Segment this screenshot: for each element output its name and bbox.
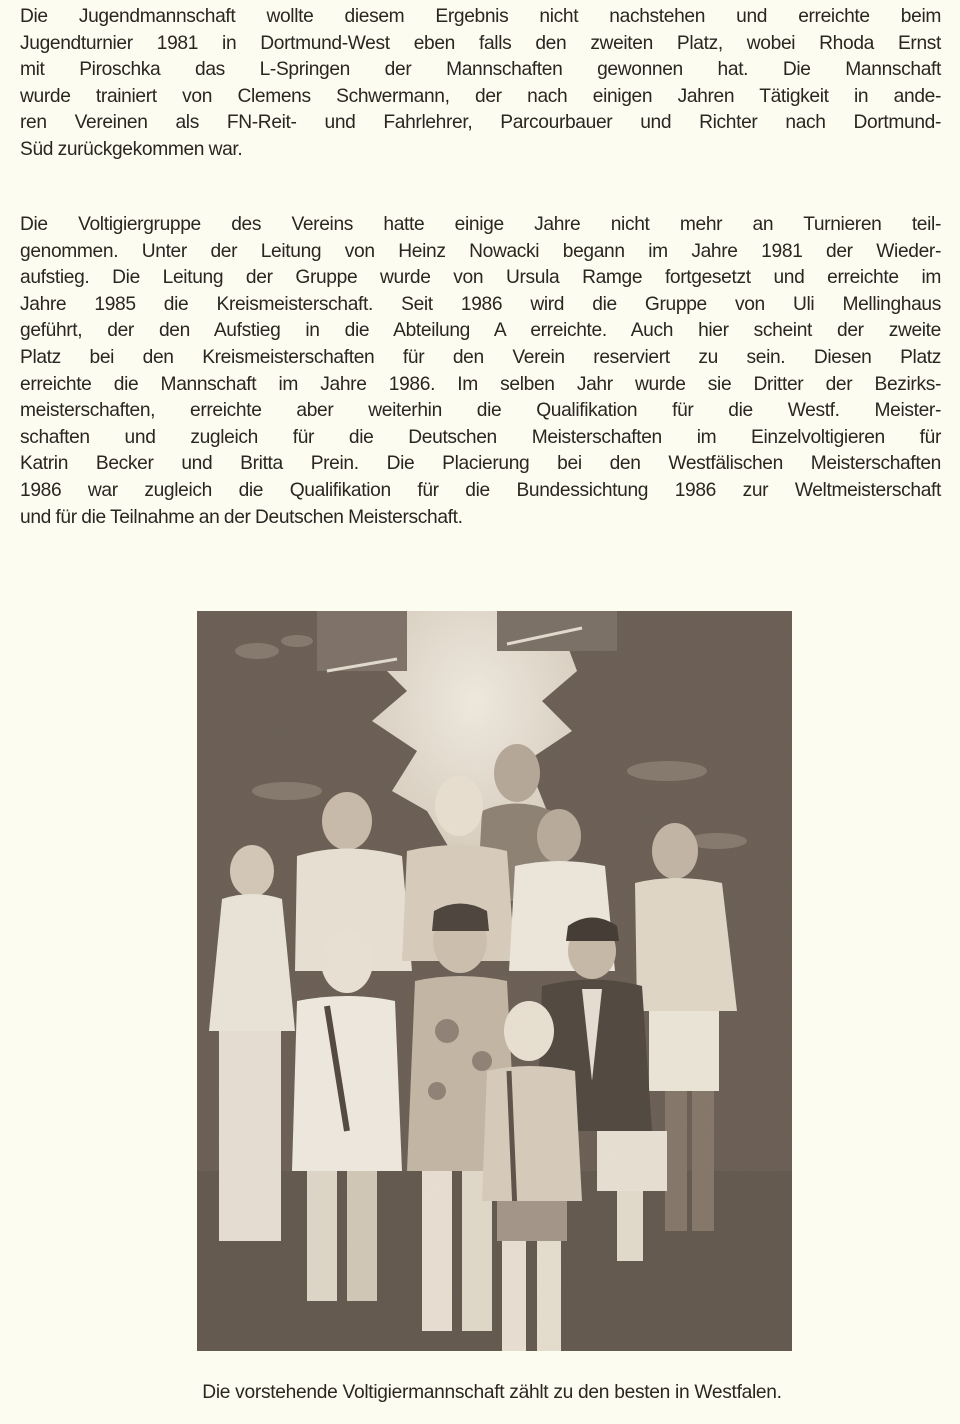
text-line: Die Jugendmannschaft wollte diesem Ergebnis nicht nachstehen und erreichte beim <box>20 6 941 27</box>
text-line: 1986 war zugleich die Qualifikation für die Bundessichtung 1986 zur Weltmeisterschaft <box>20 479 941 501</box>
text-line: geführt, der den Aufstieg in die Abteilung A erreichte. Auch hier scheint der zweite <box>20 320 941 342</box>
text-line: und für die Teilnahme an der Deutschen Meisterschaft. <box>20 506 463 528</box>
text-line: Süd zurückgekommen war. <box>20 138 243 160</box>
text-line: Katrin Becker und Britta Prein. Die Placierung bei den Westfälischen Meisterschaften <box>20 453 941 475</box>
photo-illustration <box>197 611 792 1351</box>
text-line: Platz bei den Kreismeisterschaften für den Verein reserviert zu sein. Diesen Platz <box>20 346 941 368</box>
paragraph-vaulting-group <box>20 212 941 531</box>
text-line: erreichte die Mannschaft im Jahre 1986. Im selben Jahr wurde sie Dritter der Bezirks- <box>20 373 941 395</box>
text-line: wurde trainiert von Clemens Schwermann, der nach einigen Jahren Tätigkeit in ande- <box>20 85 941 107</box>
text-line: genommen. Unter der Leitung von Heinz Nowacki begann im Jahre 1981 der Wieder- <box>20 240 941 262</box>
text-line: schaften und zugleich für die Deutschen Meisterschaften im Einzelvoltigieren für <box>20 426 941 448</box>
text-line: Die Voltigiergruppe des Vereins hatte einige Jahre nicht mehr an Turnieren teil- <box>20 214 941 235</box>
photo-caption: Die vorstehende Voltigiermannschaft zählt zu den besten in Westfalen. <box>202 1382 782 1403</box>
text-line: Jahre 1985 die Kreismeisterschaft. Seit 1986 wird die Gruppe von Uli Mellinghaus <box>20 293 941 315</box>
text-line: meisterschaften, erreichte aber weiterhin die Qualifikation für die Westf. Meister- <box>20 400 941 422</box>
paragraph-youth-team <box>20 4 941 164</box>
team-group-photo <box>197 611 792 1351</box>
text-line: aufstieg. Die Leitung der Gruppe wurde von Ursula Ramge fortgesetzt und erreichte im <box>20 267 941 289</box>
text-line: mit Piroschka das L-Springen der Mannschaften gewonnen hat. Die Mannschaft <box>20 59 941 81</box>
text-line: Jugendturnier 1981 in Dortmund-West eben falls den zweiten Platz, wobei Rhoda Ernst <box>20 32 941 54</box>
text-line: ren Vereinen als FN-Reit- und Fahrlehrer, Parcourbauer und Richter nach Dortmund- <box>20 112 941 134</box>
